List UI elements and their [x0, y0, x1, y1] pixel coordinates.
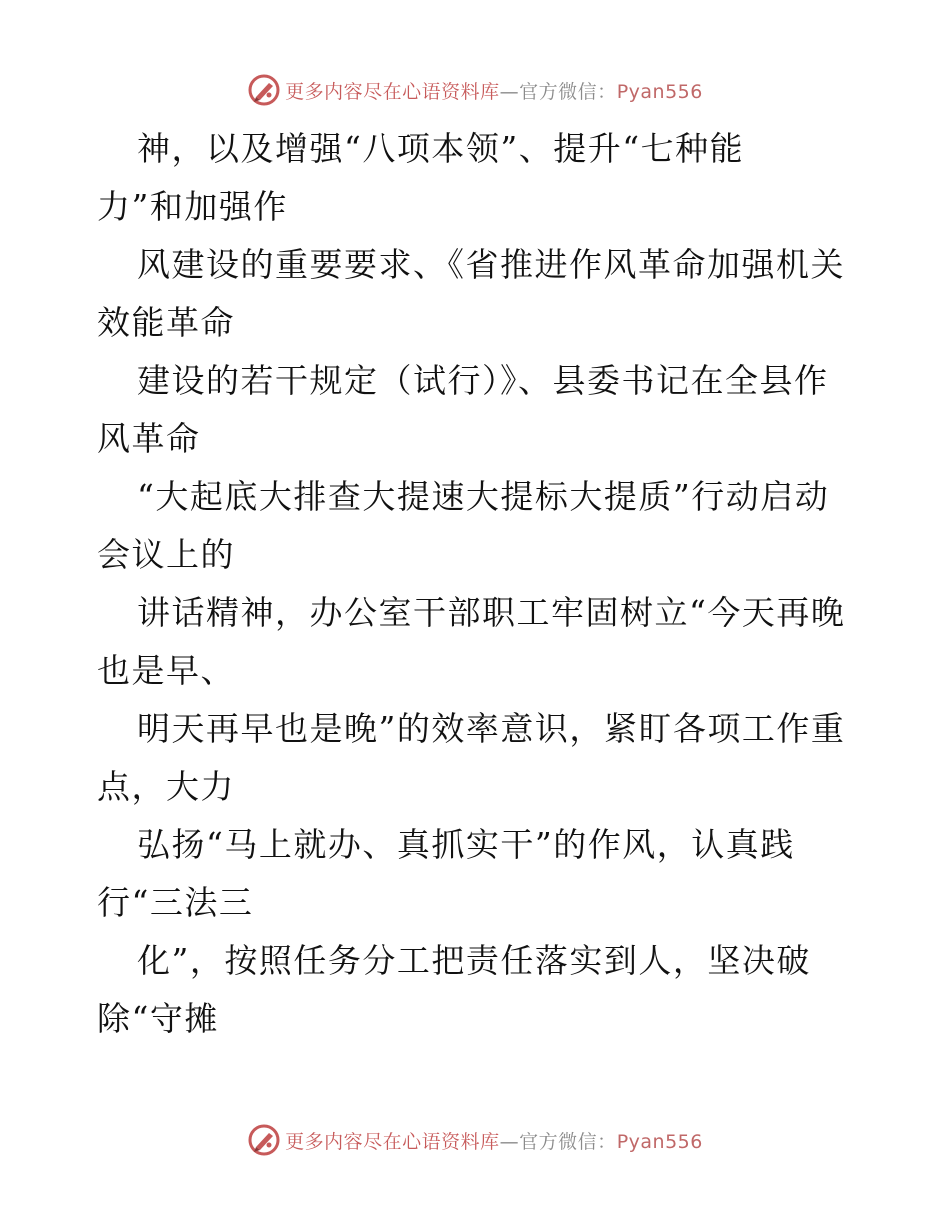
- header-brand-name: 更多内容尽在心语资料库: [285, 80, 500, 103]
- paragraph-line: 化”，按照任务分工把责任落实到人，坚决破: [137, 941, 811, 980]
- footer-brand-text: [285, 1127, 703, 1154]
- paragraph-line: 也是早、: [97, 651, 235, 690]
- paragraph-line: 点，大力: [97, 767, 235, 806]
- paragraph-line: “大起底大排查大提速大提标大提质”行动启动: [137, 477, 830, 516]
- paragraph-line: 弘扬“马上就办、真抓实干”的作风，认真践: [137, 825, 795, 864]
- header-banner: [0, 70, 950, 110]
- paragraph-line: 风建设的重要要求、《省推进作风革命加强机关: [137, 245, 845, 284]
- brand-logo-icon: [247, 73, 281, 107]
- header-wechat-id: Pyan556: [616, 80, 703, 103]
- paragraph-line: 讲话精神，办公室干部职工牢固树立“今天再晚: [137, 593, 846, 632]
- paragraph-line: 风革命: [97, 419, 201, 458]
- header-dash: —: [499, 80, 520, 103]
- paragraph-line: 建设的若干规定（试行）》、县委书记在全县作: [137, 361, 829, 400]
- footer-wechat-id: Pyan556: [616, 1130, 703, 1153]
- paragraph-line: 明天再早也是晚”的效率意识，紧盯各项工作重: [137, 709, 846, 748]
- paragraph-line: 行“三法三: [97, 883, 254, 922]
- footer-dash: —: [499, 1130, 520, 1153]
- paragraph-line: 会议上的: [97, 535, 235, 574]
- header-wechat-label: 官方微信：: [519, 80, 617, 103]
- document-body: [97, 120, 867, 1048]
- footer-banner: [0, 1120, 950, 1160]
- paragraph-line: 效能革命: [97, 303, 235, 342]
- paragraph-line: 力”和加强作: [97, 187, 288, 226]
- footer-wechat-label: 官方微信：: [519, 1130, 617, 1153]
- paragraph-line: 神，以及增强“八项本领”、提升“七种能: [137, 129, 745, 168]
- header-brand-text: [285, 77, 703, 104]
- brand-logo-icon: [247, 1123, 281, 1157]
- footer-brand-name: 更多内容尽在心语资料库: [285, 1130, 500, 1153]
- paragraph-line: 除“守摊: [97, 999, 219, 1038]
